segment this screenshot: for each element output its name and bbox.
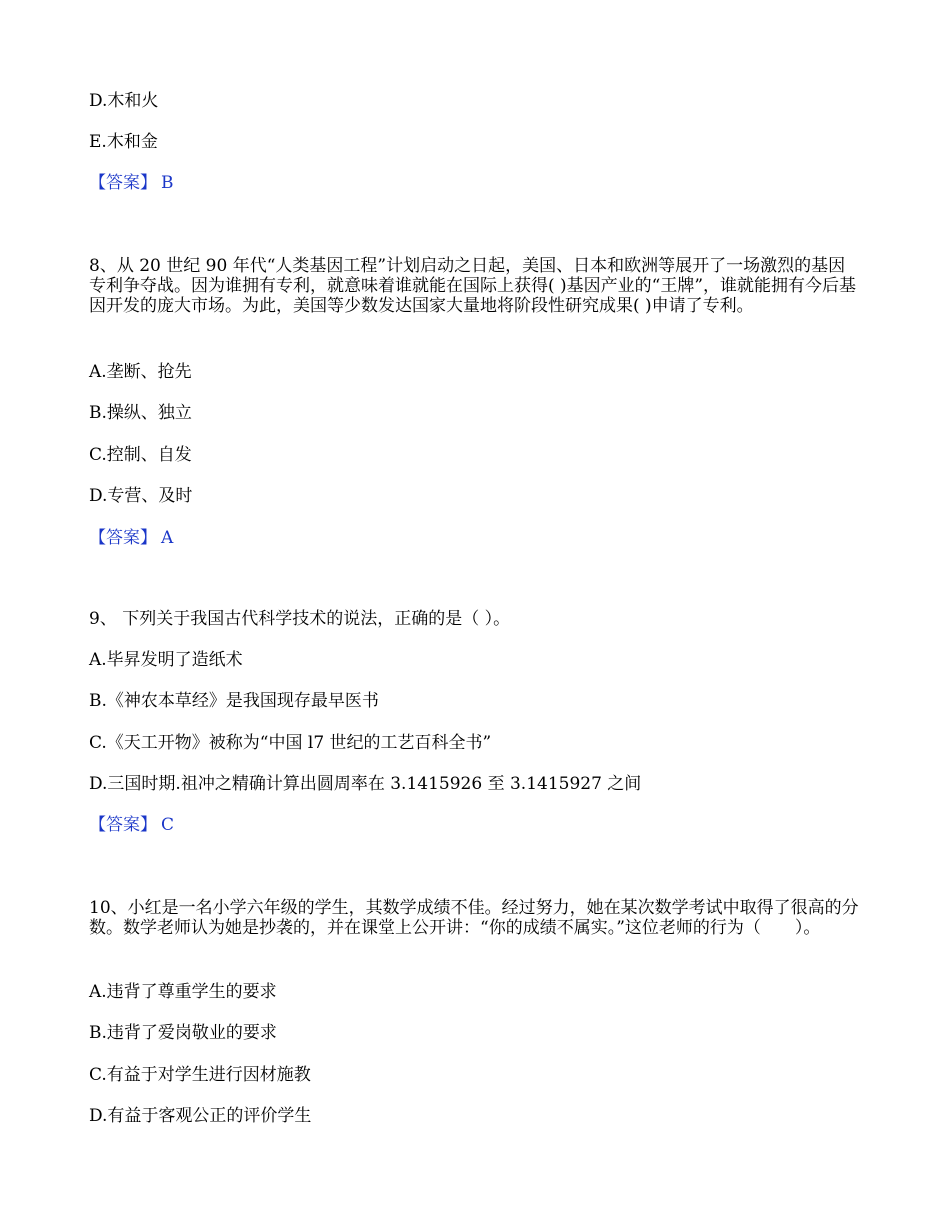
q8-option-d: D.专营、及时 [89,486,193,506]
q9-option-b: B.《神农本草经》是我国现存最早医书 [89,691,379,711]
q8-answer [89,528,173,548]
answer-tag: 【答案】 [89,173,157,193]
q9-answer [89,815,174,835]
q10-stem: 10、小红是一名小学六年级的学生，其数学成绩不佳。经过努力，她在某次数学考试中取得了很高的分数。数学老师认为她是抄袭的，并在课堂上公开讲：“你的成绩不属实。”这位老师的行为（ ）。 [89,898,859,938]
q8-option-a: A.垄断、抢先 [89,362,192,382]
q7-option-e: E.木和金 [89,132,158,152]
q9-option-c: C.《天工开物》被称为“中国 l7 世纪的工艺百科全书” [89,733,492,753]
q9-stem: 9、 下列关于我国古代科学技术的说法，正确的是（ ）。 [89,609,511,629]
answer-tag: 【答案】 [89,528,157,548]
q9-option-a: A.毕昇发明了造纸术 [89,650,243,670]
answer-tag: 【答案】 [89,815,157,835]
q10-option-a: A.违背了尊重学生的要求 [89,982,277,1002]
q10-option-b: B.违背了爱岗敬业的要求 [89,1023,277,1043]
q7-answer [89,173,174,193]
q8-option-c: C.控制、自发 [89,445,192,465]
q9-option-d: D.三国时期.祖冲之精确计算出圆周率在 3.1415926 至 3.1415927 之间 [89,774,642,794]
answer-value: B [161,173,174,193]
q8-stem: 8、从 20 世纪 90 年代“人类基因工程”计划启动之日起，美国、日本和欧洲等展开了一场激烈的基因专利争夺战。因为谁拥有专利，就意味着谁就能在国际上获得( )基因产业的“王牌”，谁就能拥有今后基因开发的庞大市场。为此，美国等少数发达国家大量地将阶段性研究成果( )申请了专利。 [89,256,857,316]
answer-value: C [161,815,175,835]
q10-option-d: D.有益于客观公正的评价学生 [89,1106,312,1126]
q7-option-d: D.木和火 [89,91,159,111]
q10-option-c: C.有益于对学生进行因材施教 [89,1065,311,1085]
q8-option-b: B.操纵、独立 [89,403,192,423]
answer-value: A [161,528,174,548]
